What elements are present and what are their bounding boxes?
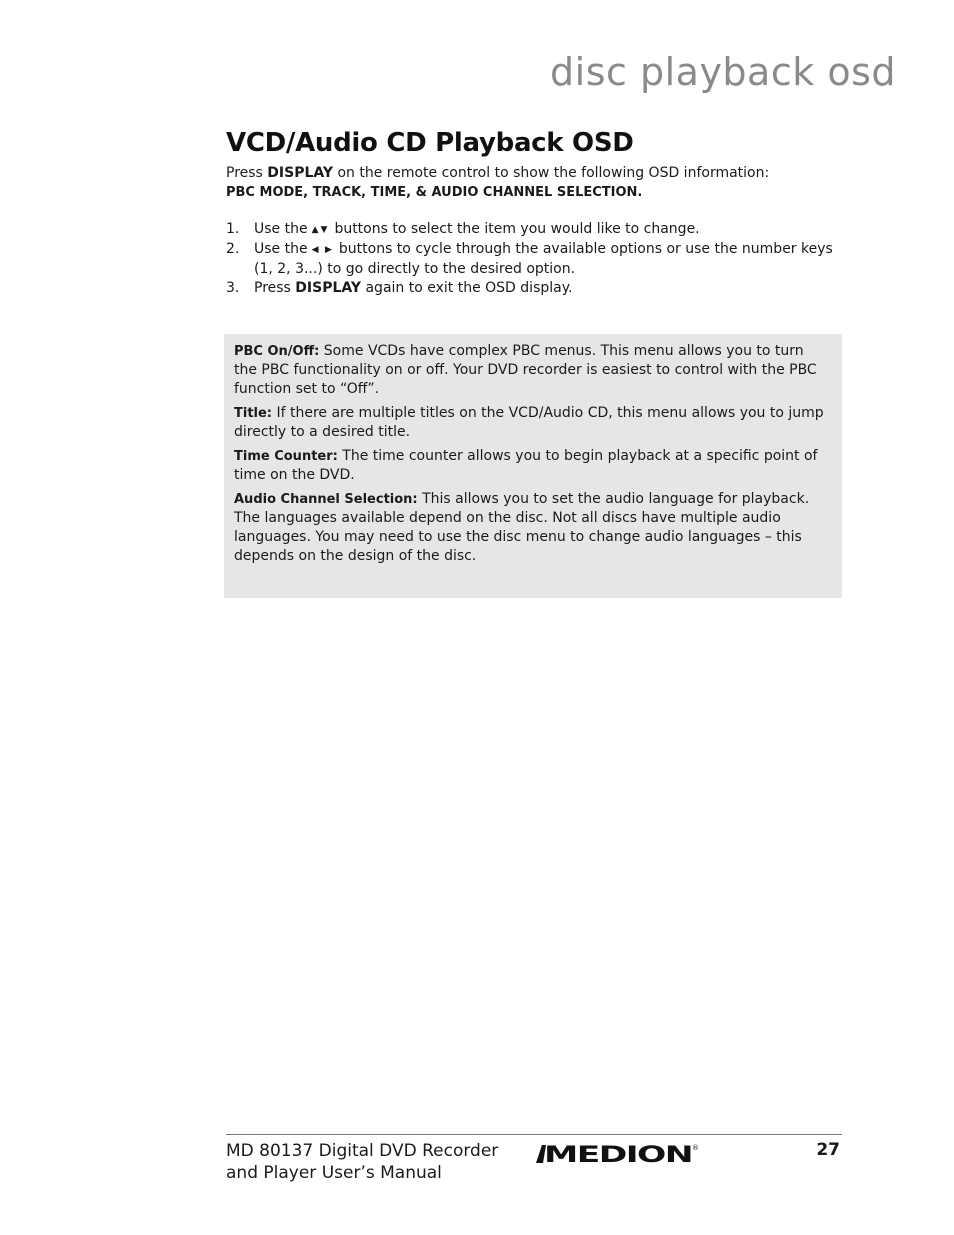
step-number: 3. <box>226 280 240 296</box>
section-heading: VCD/Audio CD Playback OSD <box>226 128 634 158</box>
page-header-title: disc playback osd <box>550 50 896 94</box>
step-text-after: buttons to select the item you would like to change. <box>334 221 700 237</box>
step-text <box>254 279 842 298</box>
step-display-key: DISPLAY <box>295 280 362 296</box>
up-arrow-icon: ▲ <box>311 225 319 235</box>
step-number: 2. <box>226 241 240 257</box>
osd-summary: PBC MODE, TRACK, TIME, & AUDIO CHANNEL SELECTION. <box>226 185 643 200</box>
step-text-before: Press <box>254 280 296 296</box>
note-audio-channel <box>234 490 828 566</box>
note-time-counter <box>234 447 828 485</box>
note-text: The time counter allows you to begin playback at a specific point of time on the DVD. <box>234 448 818 483</box>
step-text-before: Use the <box>254 241 308 257</box>
steps-list <box>226 220 842 298</box>
footer-manual-title <box>226 1140 516 1184</box>
page-number: 27 <box>816 1140 840 1160</box>
note-term: Audio Channel Selection: <box>234 492 418 507</box>
intro-suffix: on the remote control to show the following OSD information: <box>333 165 770 181</box>
svg-text:®: ® <box>692 1144 699 1152</box>
up-down-arrows <box>311 220 329 240</box>
main-content <box>226 128 842 298</box>
logo-wordmark: MEDION <box>544 1143 692 1165</box>
step-item <box>226 279 842 298</box>
note-pbc <box>234 342 828 399</box>
osd-options-note-box <box>224 334 842 598</box>
note-text: Some VCDs have complex PBC menus. This menu allows you to turn the PBC functionality on or off. Your DVD recorder is easiest to control with the PBC function set to “Off”. <box>234 343 817 397</box>
medion-logo <box>534 1141 700 1165</box>
left-right-arrows <box>311 240 333 260</box>
step-item <box>226 220 842 240</box>
note-title <box>234 404 828 442</box>
note-text: If there are multiple titles on the VCD/Audio CD, this menu allows you to jump directly to a desired title. <box>234 405 824 440</box>
right-arrow-icon: ▶ <box>324 245 332 255</box>
note-term: Time Counter: <box>234 449 338 464</box>
step-text-before: Use the <box>254 221 308 237</box>
footer-manual-line-1: MD 80137 Digital DVD Recorder <box>226 1141 499 1161</box>
note-text: This allows you to set the audio language for playback. The languages available depend on the disc. Not all discs have multiple audio languages. You may need to use the disc menu to change audio languages – this depends on the design of the disc. <box>234 491 810 564</box>
down-arrow-icon: ▼ <box>320 225 328 235</box>
footer-divider <box>226 1134 842 1135</box>
intro-display-key: DISPLAY <box>267 165 334 181</box>
note-term: Title: <box>234 406 273 421</box>
footer-manual-line-2: and Player User’s Manual <box>226 1163 442 1183</box>
intro-prefix: Press <box>226 165 268 181</box>
step-text-after: again to exit the OSD display. <box>361 280 573 296</box>
step-number: 1. <box>226 221 240 237</box>
step-text-after: buttons to cycle through the available options or use the number keys (1, 2, 3...) to go directly to the desired option. <box>254 241 833 277</box>
step-text <box>254 220 842 240</box>
intro-text <box>226 164 842 183</box>
left-arrow-icon: ◀ <box>311 245 319 255</box>
step-item <box>226 240 842 279</box>
step-text <box>254 240 842 279</box>
note-term: PBC On/Off: <box>234 344 320 359</box>
